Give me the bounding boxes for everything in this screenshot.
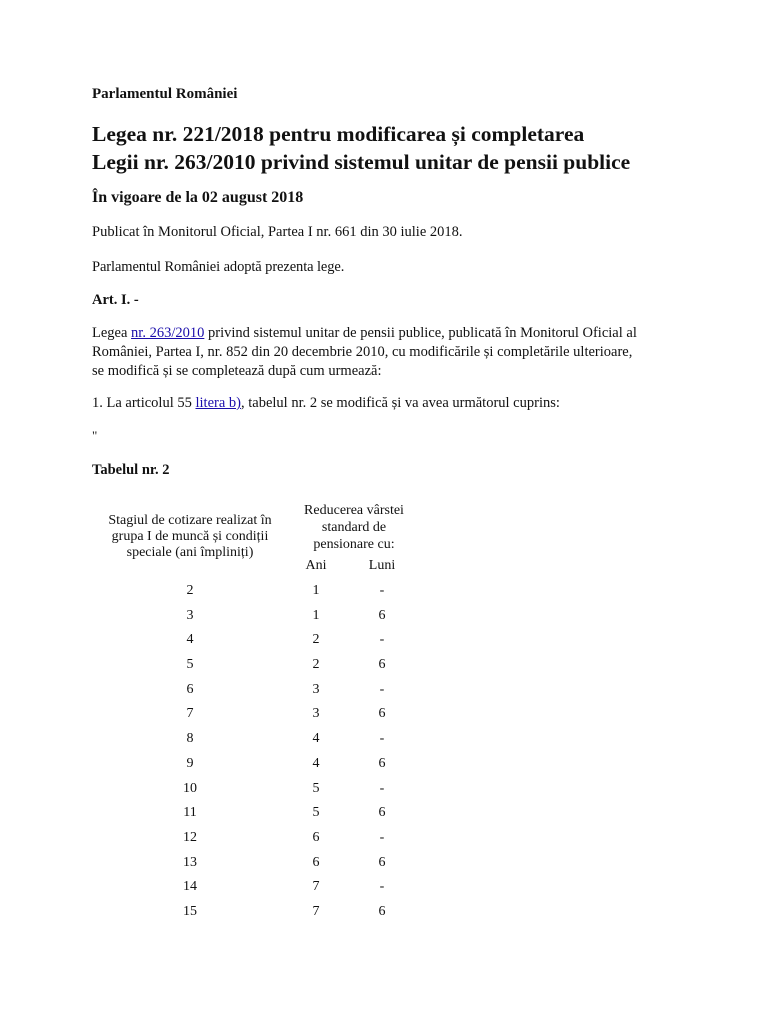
table-row: [0, 805, 768, 830]
cell-contribution-years: 8: [186, 731, 194, 747]
cell-contribution-years: 3: [186, 607, 194, 623]
table-row: [0, 657, 768, 682]
cell-reduction-years: 2: [312, 657, 320, 673]
cell-contribution-years: 10: [183, 780, 197, 796]
cell-contribution-years: 9: [186, 755, 194, 771]
article-body-line-3: se modifică și se completează după cum urmează:: [92, 363, 382, 379]
cell-contribution-years: 15: [183, 903, 197, 919]
cell-reduction-months: -: [379, 681, 385, 697]
cell-reduction-years: 4: [312, 731, 320, 747]
cell-contribution-years: 12: [183, 829, 197, 845]
table-row: [0, 756, 768, 781]
table-row: [0, 855, 768, 880]
cell-reduction-years: 5: [312, 805, 320, 821]
cell-reduction-months: -: [379, 879, 385, 895]
publication-note: Publicat în Monitorul Oficial, Partea I nr. 661 din 30 iulie 2018.: [92, 224, 463, 240]
cell-reduction-years: 7: [312, 903, 320, 919]
cell-contribution-years: 6: [186, 681, 194, 697]
law-title-line-1: Legea nr. 221/2018 pentru modificarea și completarea: [92, 122, 585, 146]
issuing-body: Parlamentul României: [92, 86, 238, 102]
law-title-line-2: Legii nr. 263/2010 privind sistemul unitar de pensii publice: [92, 150, 631, 174]
table-row: [0, 583, 768, 608]
cell-reduction-months: 6: [378, 657, 386, 673]
table-title: Tabelul nr. 2: [92, 462, 170, 478]
article-body-pre: Legea: [92, 325, 132, 341]
article-heading: Art. I. -: [92, 292, 139, 308]
cell-contribution-years: 7: [186, 706, 194, 722]
article-body-line-2: României, Partea I, nr. 852 din 20 decembrie 2010, cu modificările și completările ulterioare,: [92, 344, 633, 360]
table-body: [0, 583, 768, 929]
cell-reduction-months: 6: [378, 805, 386, 821]
table-row: [0, 879, 768, 904]
cell-contribution-years: 14: [183, 879, 197, 895]
litera-b-link[interactable]: litera b): [195, 395, 241, 411]
cell-reduction-years: 6: [312, 854, 320, 870]
cell-reduction-years: 6: [312, 829, 320, 845]
table-row: [0, 830, 768, 855]
cell-reduction-years: 5: [312, 780, 320, 796]
amendment-point-pre: 1. La articolul 55: [92, 395, 196, 411]
table-header-reduction-line-1: Reducerea vârstei: [304, 503, 404, 518]
adoption-statement: Parlamentul României adoptă prezenta lege.: [92, 259, 345, 275]
cell-reduction-years: 2: [312, 632, 320, 648]
cell-reduction-years: 7: [312, 879, 320, 895]
amendment-point-1: [92, 395, 560, 412]
opening-quote: ": [92, 428, 98, 443]
table-header-reduction-line-2: standard de: [321, 520, 387, 535]
cell-reduction-years: 3: [312, 681, 320, 697]
cell-contribution-years: 5: [186, 657, 194, 673]
cell-reduction-months: -: [379, 583, 385, 598]
table-subheader-months: Luni: [368, 558, 396, 573]
cell-reduction-months: -: [379, 731, 385, 747]
cell-contribution-years: 11: [183, 805, 197, 821]
table-row: [0, 682, 768, 707]
table-header-reduction: [284, 502, 424, 553]
table-header-reduction-line-3: pensionare cu:: [313, 537, 395, 552]
cell-reduction-years: 4: [312, 755, 320, 771]
table-subheader-years: Ani: [305, 558, 327, 573]
amendment-point-post: , tabelul nr. 2 se modifică și va avea următorul cuprins:: [240, 395, 560, 411]
cell-reduction-months: 6: [378, 854, 386, 870]
cell-contribution-years: 4: [186, 632, 194, 648]
effective-date: În vigoare de la 02 august 2018: [92, 189, 304, 206]
article-body-line-1: [92, 324, 712, 343]
table-row: [0, 632, 768, 657]
law-263-2010-link[interactable]: nr. 263/2010: [131, 325, 205, 341]
cell-reduction-years: 3: [312, 706, 320, 722]
table-row: [0, 706, 768, 731]
cell-reduction-months: -: [379, 829, 385, 845]
table-header-contribution: Stagiul de cotizare realizat în grupa I de muncă și condiții speciale (ani împliniți): [108, 513, 272, 560]
article-body: [92, 324, 712, 381]
cell-reduction-months: 6: [378, 755, 386, 771]
table-row: [0, 781, 768, 806]
table-row: [0, 731, 768, 756]
cell-contribution-years: 13: [183, 854, 197, 870]
cell-reduction-months: 6: [378, 706, 386, 722]
cell-reduction-months: -: [379, 780, 385, 796]
cell-reduction-months: 6: [378, 607, 386, 623]
article-body-post: privind sistemul unitar de pensii publice, publicată în Monitorul Oficial al: [204, 325, 637, 341]
cell-reduction-months: -: [379, 632, 385, 648]
cell-reduction-years: 1: [312, 607, 320, 623]
cell-contribution-years: 2: [186, 583, 194, 598]
law-title: [92, 120, 732, 176]
table-row: [0, 608, 768, 633]
table-row: [0, 904, 768, 929]
cell-reduction-months: 6: [378, 903, 386, 919]
cell-reduction-years: 1: [312, 583, 320, 598]
